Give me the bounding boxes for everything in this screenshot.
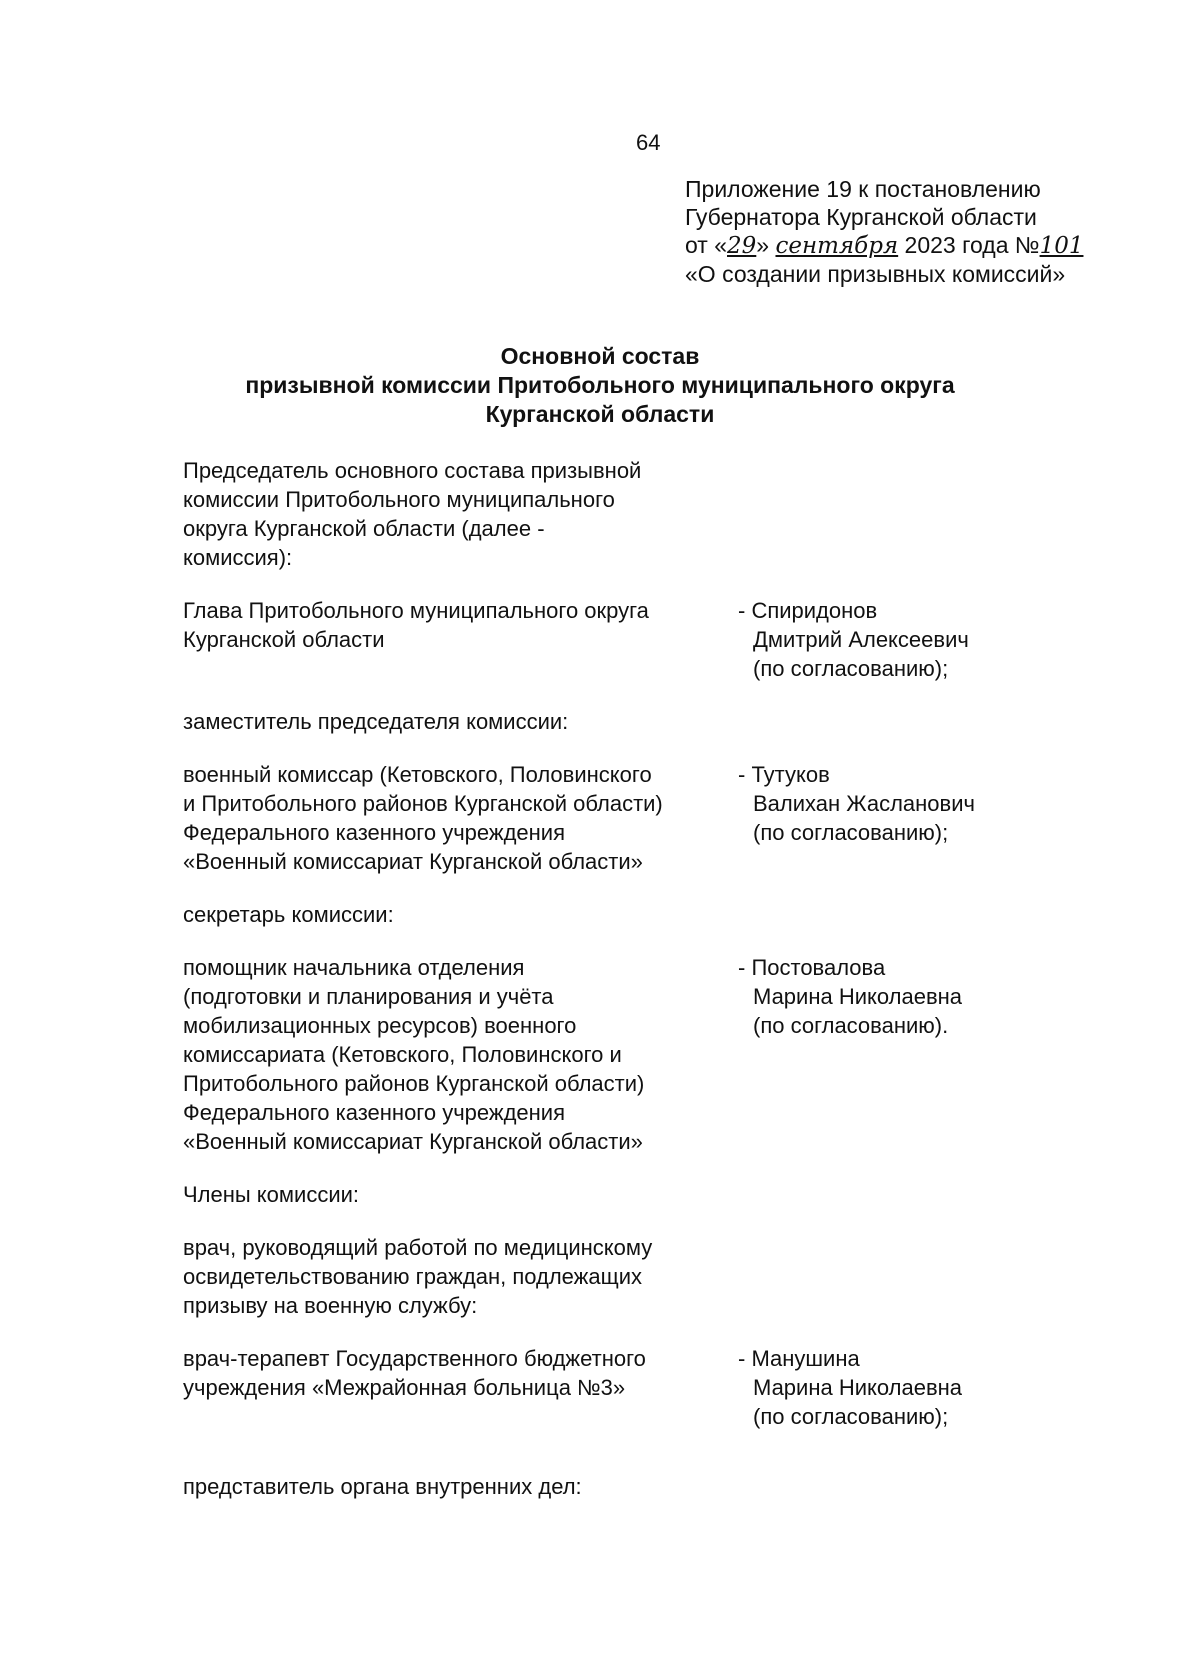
date-prefix: от «: [685, 232, 728, 258]
title-line-2: призывной комиссии Притобольного муниципального округа: [245, 372, 955, 398]
name-line: Дмитрий Алексеевич: [753, 627, 969, 652]
position-line: Федерального казенного учреждения: [183, 820, 566, 845]
chair-heading-line: комиссия):: [183, 545, 293, 570]
chair-heading-line: Председатель основного состава призывной: [183, 458, 642, 483]
chair-heading: [183, 456, 1063, 572]
name-line: - Спиридонов: [738, 598, 878, 623]
deputy-name: [738, 760, 1063, 847]
doctor-heading-line: освидетельствованию граждан, подлежащих: [183, 1264, 642, 1289]
secretary-name: [738, 953, 1063, 1040]
name-line: (по согласованию);: [753, 1404, 949, 1429]
date-mid: »: [756, 232, 776, 258]
position-line: Глава Притобольного муниципального округа: [183, 598, 649, 623]
position-line: «Военный комиссариат Курганской области»: [183, 1129, 643, 1154]
chair-heading-line: округа Курганской области (далее -: [183, 516, 545, 541]
doctor-row: [183, 1344, 1063, 1431]
position-line: врач-терапевт Государственного бюджетного: [183, 1346, 646, 1371]
appendix-line-4: «О создании призывных комиссий»: [685, 261, 1066, 287]
name-line: - Манушина: [738, 1346, 860, 1371]
deputy-heading: заместитель председателя комиссии:: [183, 709, 569, 734]
name-line: - Постовалова: [738, 955, 886, 980]
position-line: мобилизационных ресурсов) военного: [183, 1013, 577, 1038]
handwritten-doc-number: 101: [1039, 233, 1084, 259]
position-line: Притобольного районов Курганской области): [183, 1071, 645, 1096]
handwritten-month: сентября: [775, 233, 899, 259]
position-line: и Притобольного районов Курганской области): [183, 791, 663, 816]
position-line: «Военный комиссариат Курганской области»: [183, 849, 643, 874]
handwritten-day: 29: [727, 233, 757, 259]
secretary-row: [183, 953, 1063, 1156]
secretary-heading: секретарь комиссии:: [183, 902, 394, 927]
appendix-block: [685, 175, 1165, 288]
title-line-1: Основной состав: [500, 343, 700, 369]
page-number: 64: [636, 130, 661, 155]
doctor-heading-line: призыву на военную службу:: [183, 1293, 478, 1318]
members-heading: Члены комиссии:: [183, 1182, 360, 1207]
name-line: Марина Николаевна: [753, 984, 963, 1009]
name-line: Марина Николаевна: [753, 1375, 963, 1400]
appendix-line-2: Губернатора Курганской области: [685, 204, 1037, 230]
date-year: 2023 года №: [898, 232, 1040, 258]
police-heading: представитель органа внутренних дел:: [183, 1474, 582, 1499]
deputy-row: [183, 760, 1063, 876]
commission-list: [183, 456, 1063, 1501]
name-line: (по согласованию);: [753, 656, 949, 681]
secretary-position: [183, 953, 738, 1156]
document-title: [150, 342, 1050, 429]
deputy-position: [183, 760, 738, 876]
title-line-3: Курганской области: [485, 401, 715, 427]
doctor-heading-line: врач, руководящий работой по медицинскому: [183, 1235, 653, 1260]
appendix-line-1: Приложение 19 к постановлению: [685, 176, 1041, 202]
doctor-position: [183, 1344, 738, 1402]
name-line: (по согласованию);: [753, 820, 949, 845]
chair-name: [738, 596, 1063, 683]
position-line: учреждения «Межрайонная больница №3»: [183, 1375, 626, 1400]
chair-row: [183, 596, 1063, 683]
name-line: Валихан Жасланович: [753, 791, 975, 816]
doctor-name: [738, 1344, 1063, 1431]
position-line: Курганской области: [183, 627, 385, 652]
position-line: Федерального казенного учреждения: [183, 1100, 566, 1125]
position-line: комиссариата (Кетовского, Половинского и: [183, 1042, 622, 1067]
appendix-line-3: [685, 231, 1165, 260]
chair-heading-line: комиссии Притобольного муниципального: [183, 487, 615, 512]
doctor-heading: [183, 1233, 1063, 1320]
position-line: (подготовки и планирования и учёта: [183, 984, 554, 1009]
position-line: военный комиссар (Кетовского, Половинского: [183, 762, 652, 787]
chair-position: [183, 596, 738, 654]
name-line: (по согласованию).: [753, 1013, 949, 1038]
name-line: - Тутуков: [738, 762, 830, 787]
position-line: помощник начальника отделения: [183, 955, 525, 980]
